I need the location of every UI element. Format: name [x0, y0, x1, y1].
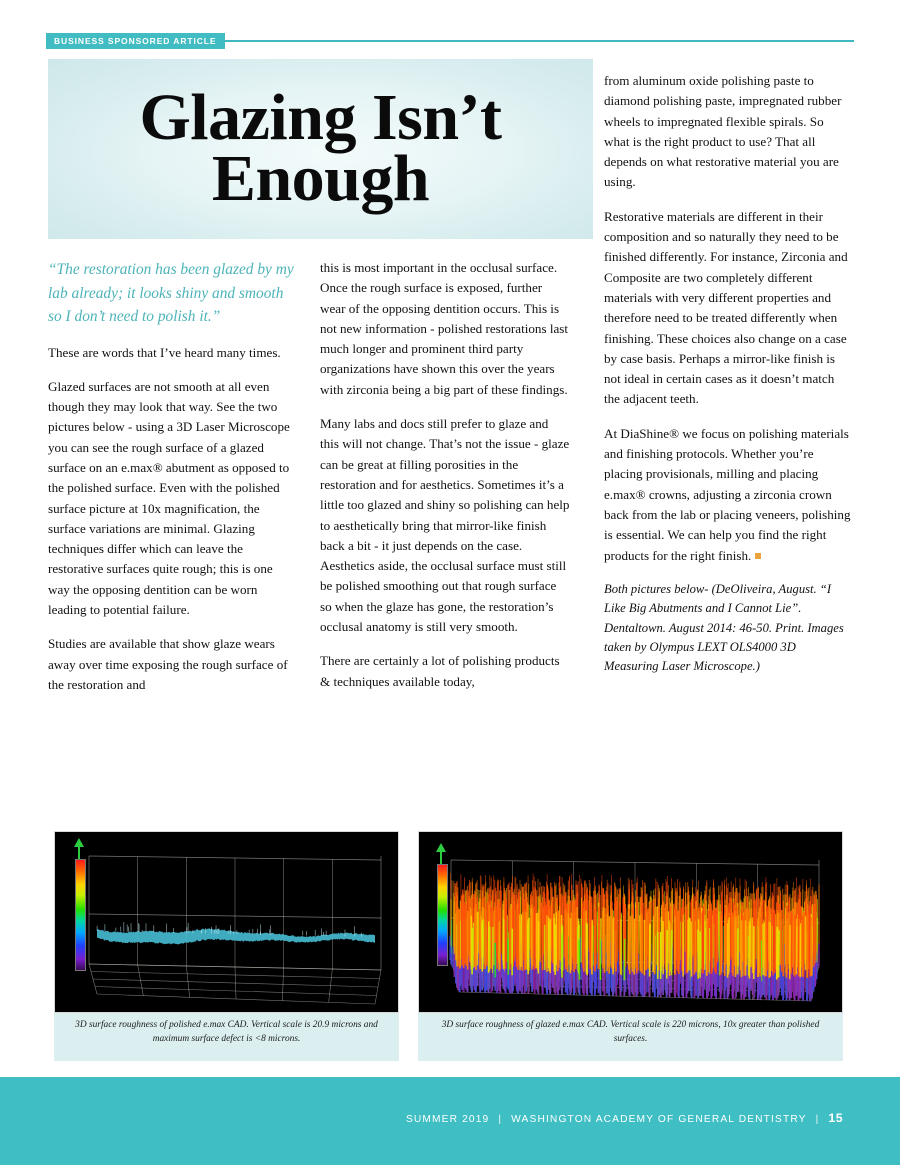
kicker-row	[46, 33, 854, 49]
col1-para-3: Studies are available that show glaze wears away over time exposing the rough surface of the restoration and	[48, 636, 288, 692]
polished-caption: 3D surface roughness of polished e.max CAD. Vertical scale is 20.9 microns and maximum surface defect is <8 microns.	[54, 1013, 399, 1061]
footer-issue: SUMMER 2019	[405, 1114, 490, 1125]
title-line-2: Enough	[211, 142, 430, 215]
kicker-tag: BUSINESS SPONSORED ARTICLE	[46, 33, 225, 49]
footer-page-number: 15	[828, 1111, 843, 1125]
title-line-1: Glazing Isn’t	[139, 81, 502, 155]
column-two	[320, 258, 570, 706]
col2-para-1: this is most important in the occlusal surface. Once the rough surface is exposed, further wear of the opposing dentition occurs. This is not new information - polished restorations last much longer and prominent third party organizations have shown this over the years with zirconia being a big part of these findings.	[320, 260, 569, 397]
surface-data	[419, 832, 842, 1012]
glazed-plot-stage	[419, 832, 842, 1012]
polished-surface-plot	[54, 831, 399, 1013]
col3-para-1: from aluminum oxide polishing paste to diamond polishing paste, impregnated rubber wheels to impregnated flexible spirals. So what is the right product to use? That all depends on what restorative material you are using.	[604, 73, 842, 190]
footer-separator-1: |	[498, 1114, 503, 1125]
title-block	[48, 59, 593, 239]
glazed-surface-plot	[418, 831, 843, 1013]
footer-separator-2: |	[815, 1114, 820, 1125]
page-footer	[0, 1077, 900, 1165]
col2-para-2: Many labs and docs still prefer to glaze and this will not change. That’s not the issue - glaze can be great at filling porosities in the restoration and for aesthetics. Sometimes it’s a little too glazed and shiny so polishing can help to aesthetically bring that mirror-like finish back a bit - it just depends on the case. Aesthetics aside, the occlusal surface must still be polished smoothing out that rough surface so when the glaze has gone, the restoration’s occlusal anatomy is still very smooth.	[320, 416, 570, 635]
figure-glazed	[418, 831, 843, 1061]
footer-organization: WASHINGTON ACADEMY OF GENERAL DENTISTRY	[511, 1114, 807, 1125]
column-three	[604, 71, 852, 691]
image-citation: Both pictures below- (DeOliveira, August. “I Like Big Abutments and I Cannot Lie”. Dentaltown. August 2014: 46-50. Print. Images taken by Olympus LEXT OLS4000 3D Measuring Laser Microscope.)	[604, 581, 844, 674]
polished-plot-stage	[55, 832, 398, 1012]
col3-para-3-text: At DiaShine® we focus on polishing materials and finishing protocols. Whether you’re placing provisionals, milling and placing e.max® crowns, adjusting a zirconia crown back from the lab or placing veneers, polishing is essential. We can help you find the right products for the right finish.	[604, 425, 851, 563]
col3-para-2: Restorative materials are different in their composition and so naturally they need to be finished differently. For instance, Zirconia and Composite are two completely different materials with very different properties and therefore need to be treated differently when finishing. These choices also change on a case by case basis. Perhaps a mirror-like finish is not ideal in certain cases as it doesn’t match the adjacent teeth.	[604, 208, 848, 407]
col3-para-3	[604, 424, 852, 566]
surface-data	[55, 832, 398, 1012]
pull-quote: “The restoration has been glazed by my lab already; it looks shiny and smooth so I don’t need to polish it.”	[48, 261, 294, 325]
figure-polished	[54, 831, 399, 1061]
page-title	[129, 81, 511, 215]
glazed-caption: 3D surface roughness of glazed e.max CAD. Vertical scale is 220 microns, 10x greater than polished surfaces.	[418, 1013, 843, 1061]
end-mark-icon	[755, 553, 761, 559]
column-one	[48, 258, 296, 709]
col1-para-1: These are words that I’ve heard many times.	[48, 344, 281, 360]
col2-para-3: There are certainly a lot of polishing products & techniques available today,	[320, 653, 560, 689]
footer-content	[406, 1111, 843, 1125]
col1-para-2: Glazed surfaces are not smooth at all even though they may look that way. See the two pictures below - using a 3D Laser Microscope you can see the rough surface of a glazed surface on an e.max® abutment as opposed to the polished surface. Even with the polished surface picture at 10x magnification, the surface variations are minimal. Glazing techniques differ which can leave the restorative surfaces quite rough; this is one way the opposing dentition can be worn leading to potential failure.	[48, 378, 290, 618]
